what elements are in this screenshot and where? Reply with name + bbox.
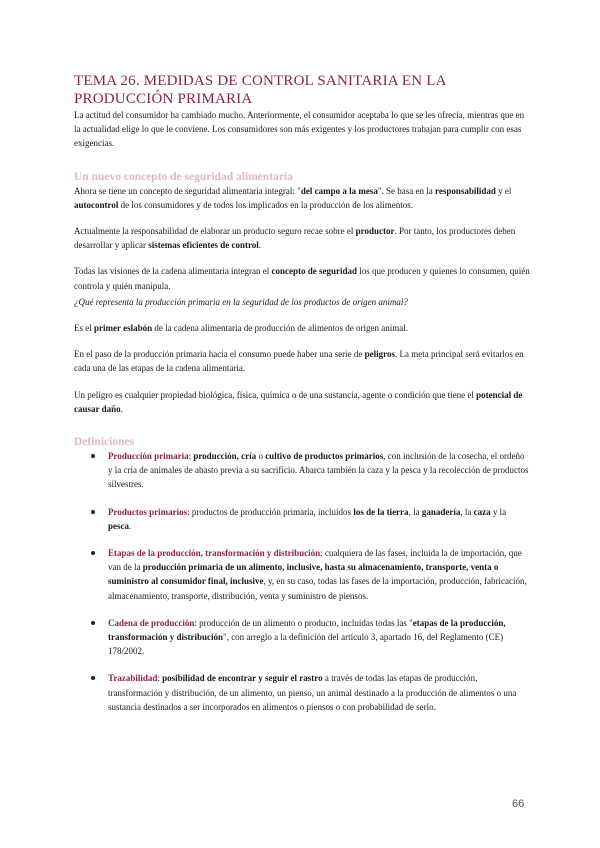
page-number: 66 <box>512 798 525 810</box>
paragraph-visiones: Todas las visiones de la cadena alimentaria integran el concepto de seguridad los que producen y quienes lo consumen, quién controla y quién manipula. <box>74 266 530 291</box>
question-text: ¿Qué representa la producción primaria en la seguridad de los productos de origen animal? <box>74 296 408 307</box>
paragraph-concepto: Ahora se tiene un concepto de seguridad alimentaria integral: "del campo a la mesa". Se basa en la responsabilidad y el autocontrol de los consumidores y de todos los implicados en la producción de los alimentos. <box>74 185 512 210</box>
section-heading-definiciones: Definiciones <box>74 436 135 449</box>
list-item: Trazabilidad: posibilidad de encontrar y seguir el rastro a través de todas las etapas de producción, transformación y distribución, de un alimento, un pienso, un animal destinado a la producción de alimentos o una sustancia destinados a ser incorporados en alimentos o piensos o con probabilidad de serlo. <box>74 671 530 714</box>
page-title: TEMA 26. MEDIDAS DE CONTROL SANITARIA EN LA PRODUCCIÓN PRIMARIA <box>74 73 447 107</box>
paragraph-responsabilidad: Actualmente la responsabilidad de elaborar un producto seguro recae sobre el productor. Por tanto, los productores deben desarrollar y aplicar sistemas eficientes de control. <box>74 226 516 251</box>
document-page <box>74 72 530 714</box>
section-heading-seguridad: Un nuevo concepto de seguridad alimentaria <box>74 170 293 183</box>
list-item: Etapas de la producción, transformación y distribución: cualquiera de las fases, incluida la de importación, que van de la producción primaria de un alimento, inclusive, hasta su almacenamiento, transporte, venta o suministro al consumidor final, inclusive, y, en su caso, todas las fases de la importación, producción, fabricación, almacenamiento, transporte, distribución, venta y suministro de piensos. <box>74 546 530 603</box>
paragraph-peligro-def: Un peligro es cualquier propiedad biológica, física, química o de una sustancia, agente o condición que tiene el potencial de causar daño. <box>74 389 523 414</box>
list-item: Producción primaria: producción, cría o cultivo de productos primarios, con inclusión de la cosecha, el ordeño y la cría de animales de abasto previa a su sacrificio. Abarca también la caza y la pesca y la recolección de productos silvestres. <box>74 449 530 492</box>
list-item: Productos primarios: productos de producción primaria, incluidos los de la tierra, la ganadería, la caza y la pesca. <box>74 505 530 533</box>
intro-paragraph: La actitud del consumidor ha cambiado mucho. Anteriormente, el consumidor aceptaba lo que se les ofrecía, mientras que en la actualidad elige lo que le conviene. Los consumidores son más exigentes y los productores trabajan para cumplir con esas exigencias. <box>74 110 525 149</box>
paragraph-peligros: En el paso de la producción primaria hacia el consumo puede haber una serie de peligros. La meta principal será evitarlos en cada una de las etapas de la cadena alimentaria. <box>74 349 524 374</box>
paragraph-eslabon: Es el primer eslabón de la cadena alimentaria de producción de alimentos de origen animal. <box>74 323 408 334</box>
list-item: Cadena de producción: producción de un alimento o producto, incluidas todas las "etapas de la producción, transformación y distribución", con arreglo a la definición del artículo 3, apartado 16, del Reglamento (CE) 178/2002. <box>74 616 530 659</box>
definitions-list <box>74 449 530 714</box>
